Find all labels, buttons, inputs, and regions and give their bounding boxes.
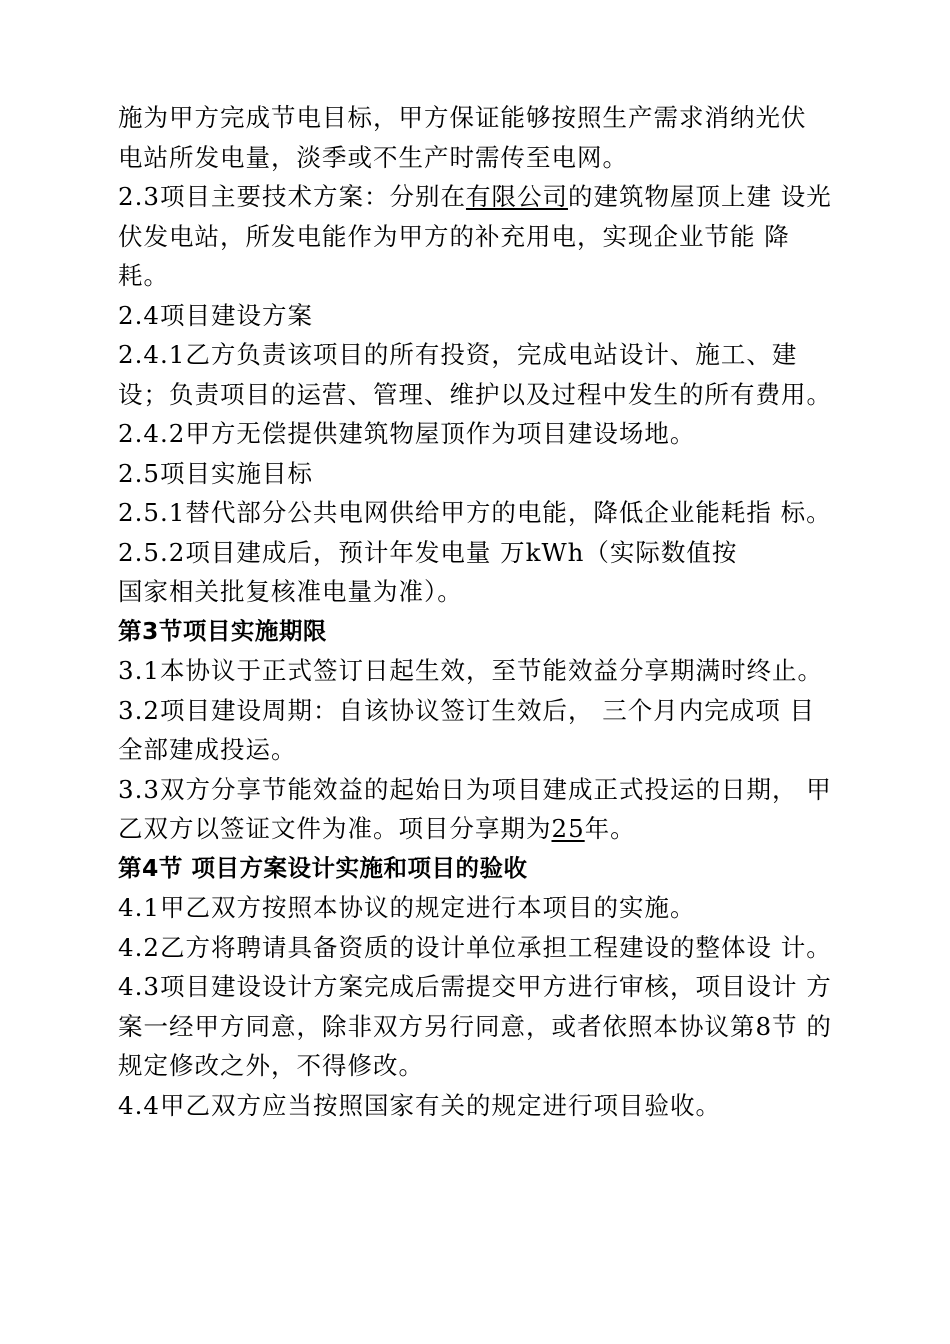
paragraph bbox=[118, 967, 844, 1086]
paragraph-line bbox=[118, 1086, 844, 1126]
text-run: 电站所发电量，淡季或不生产时需传至电网。 bbox=[118, 142, 628, 172]
paragraph bbox=[118, 1086, 844, 1126]
text-run: 4.4甲乙双方应当按照国家有关的规定进行项目验收。 bbox=[118, 1090, 721, 1120]
paragraph bbox=[118, 533, 844, 612]
text-run: 4.1甲乙双方按照本协议的规定进行本项目的实施。 bbox=[118, 893, 696, 922]
paragraph-line bbox=[118, 98, 844, 138]
section-heading bbox=[118, 612, 844, 652]
paragraph bbox=[118, 414, 844, 454]
text-run: 2.3项目主要技术方案：分别在 bbox=[118, 182, 466, 211]
text-run: 乙双方以签证文件为准。项目分享期为 bbox=[118, 814, 552, 843]
text-run: 2.5项目实施目标 bbox=[118, 458, 313, 488]
section-heading bbox=[118, 849, 844, 889]
heading-text bbox=[118, 849, 844, 889]
paragraph-line bbox=[118, 177, 844, 217]
text-run: 4.2乙方将聘请具备资质的设计单位承担工程建设的整体设 计。 bbox=[118, 932, 832, 962]
text-run: 3.2项目建设周期：自该协议签订生效后， 三个月内完成项 目 bbox=[118, 695, 816, 725]
paragraph-line bbox=[118, 375, 844, 415]
text-run: 设；负责项目的运营、管理、维护以及过程中发生的所有费用。 bbox=[118, 379, 832, 409]
paragraph-line bbox=[118, 572, 844, 612]
text-run: 2.5.1替代部分公共电网供给甲方的电能，降低企业能耗指 标。 bbox=[118, 498, 832, 527]
underlined-fill-in: 25 bbox=[551, 814, 585, 843]
paragraph bbox=[118, 296, 844, 336]
text-run: 第3节项目实施期限 bbox=[118, 616, 327, 645]
text-run: 施为甲方完成节电目标，甲方保证能够按照生产需求消纳光伏 bbox=[118, 103, 807, 132]
text-run: 的建筑物屋顶上建 设光 bbox=[567, 182, 832, 211]
paragraph-line bbox=[118, 533, 844, 573]
text-run: 2.4.1乙方负责该项目的所有投资，完成电站设计、施工、建 bbox=[118, 340, 798, 369]
paragraph-line bbox=[118, 809, 844, 849]
paragraph bbox=[118, 691, 844, 770]
document-body bbox=[118, 98, 844, 1125]
paragraph bbox=[118, 770, 844, 849]
paragraph-line bbox=[118, 454, 844, 494]
heading-text bbox=[118, 612, 844, 652]
paragraph-line bbox=[118, 928, 844, 968]
paragraph bbox=[118, 888, 844, 928]
paragraph-line bbox=[118, 730, 844, 770]
paragraph bbox=[118, 335, 844, 414]
paragraph-line bbox=[118, 691, 844, 731]
text-run: 伏发电站，所发电能作为甲方的补充用电，实现企业节能 降 bbox=[118, 221, 790, 251]
paragraph-line bbox=[118, 888, 844, 928]
text-run: 国家相关批复核准电量为准）。 bbox=[118, 577, 463, 606]
paragraph-line bbox=[118, 1046, 844, 1086]
text-run: 2.4项目建设方案 bbox=[118, 300, 313, 330]
text-run: 案一经甲方同意，除非双方另行同意，或者依照本协议第8节 的 bbox=[118, 1011, 832, 1041]
paragraph-line bbox=[118, 335, 844, 375]
text-run: 规定修改之外，不得修改。 bbox=[118, 1051, 424, 1080]
text-run: 4.3项目建设设计方案完成后需提交甲方进行审核，项目设计 方 bbox=[118, 972, 832, 1001]
text-run: 2.5.2项目建成后，预计年发电量 万kWh（实际数值按 bbox=[118, 537, 738, 567]
underlined-fill-in: 有限公司 bbox=[465, 182, 568, 211]
text-run: 3.1本协议于正式签订日起生效，至节能效益分享期满时终止。 bbox=[118, 656, 823, 685]
paragraph bbox=[118, 651, 844, 691]
text-run: 3.3双方分享节能效益的起始日为项目建成正式投运的日期， 甲 bbox=[118, 774, 832, 804]
text-run: 全部建成投运。 bbox=[118, 735, 297, 764]
text-run: 第4节 项目方案设计实施和项目的验收 bbox=[118, 853, 528, 882]
paragraph bbox=[118, 177, 844, 296]
paragraph-line bbox=[118, 967, 844, 1007]
text-run: 2.4.2甲方无偿提供建筑物屋顶作为项目建设场地。 bbox=[118, 419, 696, 448]
paragraph-line bbox=[118, 217, 844, 257]
paragraph bbox=[118, 928, 844, 968]
paragraph-line bbox=[118, 138, 844, 178]
paragraph-line bbox=[118, 256, 844, 296]
paragraph bbox=[118, 493, 844, 533]
paragraph-line bbox=[118, 296, 844, 336]
paragraph-line bbox=[118, 1007, 844, 1047]
paragraph-line bbox=[118, 414, 844, 454]
text-run: 年。 bbox=[584, 814, 636, 843]
paragraph-line bbox=[118, 770, 844, 810]
paragraph bbox=[118, 454, 844, 494]
text-run: 耗。 bbox=[118, 261, 169, 290]
paragraph-line bbox=[118, 651, 844, 691]
paragraph bbox=[118, 98, 844, 177]
paragraph-line bbox=[118, 493, 844, 533]
